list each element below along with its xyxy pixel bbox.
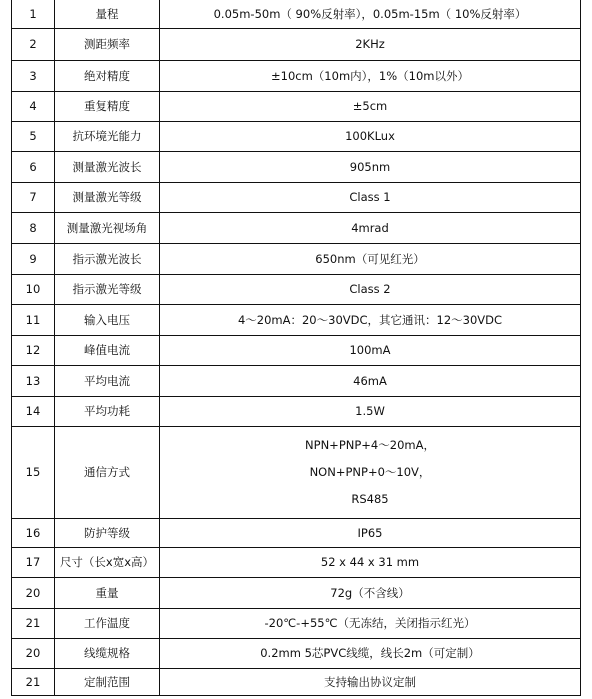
parameter-value — [160, 243, 581, 274]
table-row — [12, 396, 581, 426]
parameter-value-line: Class 2 — [349, 282, 391, 296]
parameter-value-line: Class 1 — [349, 190, 391, 204]
row-number: 10 — [12, 274, 55, 304]
parameter-name: 峰值电流 — [55, 335, 160, 365]
parameter-name: 输入电压 — [55, 304, 160, 335]
table-row — [12, 518, 581, 547]
parameter-value — [160, 608, 581, 638]
table-row — [12, 91, 581, 121]
row-number: 21 — [12, 608, 55, 638]
table-row — [12, 365, 581, 396]
parameter-value-line: 0.2mm 5芯PVC线缆，线长2m（可定制） — [260, 646, 480, 660]
table-row — [12, 668, 581, 695]
parameter-value — [160, 365, 581, 396]
parameter-name: 指示激光等级 — [55, 274, 160, 304]
row-number: 17 — [12, 547, 55, 577]
parameter-value — [160, 182, 581, 212]
parameter-name: 通信方式 — [55, 426, 160, 518]
parameter-value — [160, 547, 581, 577]
parameter-name: 工作温度 — [55, 608, 160, 638]
table-row — [12, 151, 581, 182]
parameter-value-line: 支持输出协议定制 — [324, 674, 416, 689]
parameter-value-line: 4～20mA：20～30VDC，其它通讯：12～30VDC — [237, 312, 503, 327]
parameter-value-line: 100mA — [349, 343, 391, 357]
parameter-value — [160, 518, 581, 547]
parameter-value — [160, 60, 581, 91]
parameter-name: 线缆规格 — [55, 638, 160, 668]
parameter-value — [160, 151, 581, 182]
table-row — [12, 577, 581, 608]
parameter-value-line: ±5cm — [352, 99, 388, 113]
parameter-value-line: 52 x 44 x 31 mm — [320, 555, 420, 569]
spec-table — [11, 0, 581, 696]
row-number: 1 — [12, 0, 55, 28]
table-row — [12, 274, 581, 304]
table-row — [12, 28, 581, 60]
parameter-value — [160, 577, 581, 608]
row-number: 20 — [12, 638, 55, 668]
table-row — [12, 547, 581, 577]
parameter-value-line: NPN+PNP+4～20mA， — [305, 438, 435, 452]
parameter-value — [160, 335, 581, 365]
parameter-name: 绝对精度 — [55, 60, 160, 91]
row-number: 4 — [12, 91, 55, 121]
parameter-value-line: 2KHz — [355, 37, 385, 51]
parameter-name: 测量激光波长 — [55, 151, 160, 182]
parameter-value-line: NON+PNP+0～10V， — [309, 465, 431, 479]
row-number: 11 — [12, 304, 55, 335]
parameter-value — [160, 304, 581, 335]
parameter-value — [160, 212, 581, 243]
table-row — [12, 60, 581, 91]
parameter-name: 平均功耗 — [55, 396, 160, 426]
parameter-value — [160, 28, 581, 60]
parameter-value-line: 1.5W — [355, 404, 385, 418]
row-number: 21 — [12, 668, 55, 695]
parameter-name: 平均电流 — [55, 365, 160, 396]
row-number: 7 — [12, 182, 55, 212]
table-row — [12, 182, 581, 212]
table-row — [12, 426, 581, 518]
parameter-value — [160, 121, 581, 151]
parameter-value-line: -20℃-+55℃（无冻结，关闭指示红光） — [264, 616, 476, 630]
parameter-value — [160, 274, 581, 304]
row-number: 3 — [12, 60, 55, 91]
parameter-name: 量程 — [55, 0, 160, 28]
parameter-value-line: RS485 — [351, 492, 389, 506]
row-number: 12 — [12, 335, 55, 365]
table-row — [12, 121, 581, 151]
parameter-name: 测量激光等级 — [55, 182, 160, 212]
spec-document — [11, 0, 581, 699]
table-row — [12, 335, 581, 365]
table-row — [12, 608, 581, 638]
row-number: 2 — [12, 28, 55, 60]
table-row — [12, 212, 581, 243]
parameter-value-line: 46mA — [353, 373, 387, 388]
parameter-name: 防护等级 — [55, 518, 160, 547]
row-number: 5 — [12, 121, 55, 151]
parameter-name: 测距频率 — [55, 28, 160, 60]
row-number: 14 — [12, 396, 55, 426]
parameter-name: 测量激光视场角 — [55, 212, 160, 243]
table-row — [12, 0, 581, 28]
parameter-value-line: 100KLux — [345, 129, 395, 143]
parameter-value — [160, 426, 581, 518]
parameter-name: 指示激光波长 — [55, 243, 160, 274]
parameter-value — [160, 0, 581, 28]
parameter-value-line: ±10cm（10m内），1%（10m以外） — [271, 68, 469, 83]
parameter-value-line: IP65 — [357, 525, 383, 540]
parameter-name: 重量 — [55, 577, 160, 608]
parameter-name: 重复精度 — [55, 91, 160, 121]
table-row — [12, 243, 581, 274]
parameter-value-line: 4mrad — [351, 220, 389, 235]
parameter-name: 定制范围 — [55, 668, 160, 695]
parameter-name: 尺寸（长x宽x高） — [55, 547, 160, 577]
row-number: 6 — [12, 151, 55, 182]
row-number: 9 — [12, 243, 55, 274]
parameter-name: 抗环境光能力 — [55, 121, 160, 151]
row-number: 15 — [12, 426, 55, 518]
parameter-value-line: 0.05m-50m（ 90%反射率），0.05m-15m（ 10%反射率） — [213, 6, 527, 21]
parameter-value-line: 650nm（可见红光） — [315, 251, 425, 266]
row-number: 13 — [12, 365, 55, 396]
parameter-value — [160, 638, 581, 668]
spec-table-body — [12, 0, 581, 695]
parameter-value — [160, 91, 581, 121]
row-number: 20 — [12, 577, 55, 608]
row-number: 8 — [12, 212, 55, 243]
parameter-value — [160, 668, 581, 695]
table-row — [12, 638, 581, 668]
row-number: 16 — [12, 518, 55, 547]
parameter-value-line: 72g（不含线） — [330, 585, 410, 600]
parameter-value — [160, 396, 581, 426]
parameter-value-line: 905nm — [349, 159, 391, 174]
table-row — [12, 304, 581, 335]
